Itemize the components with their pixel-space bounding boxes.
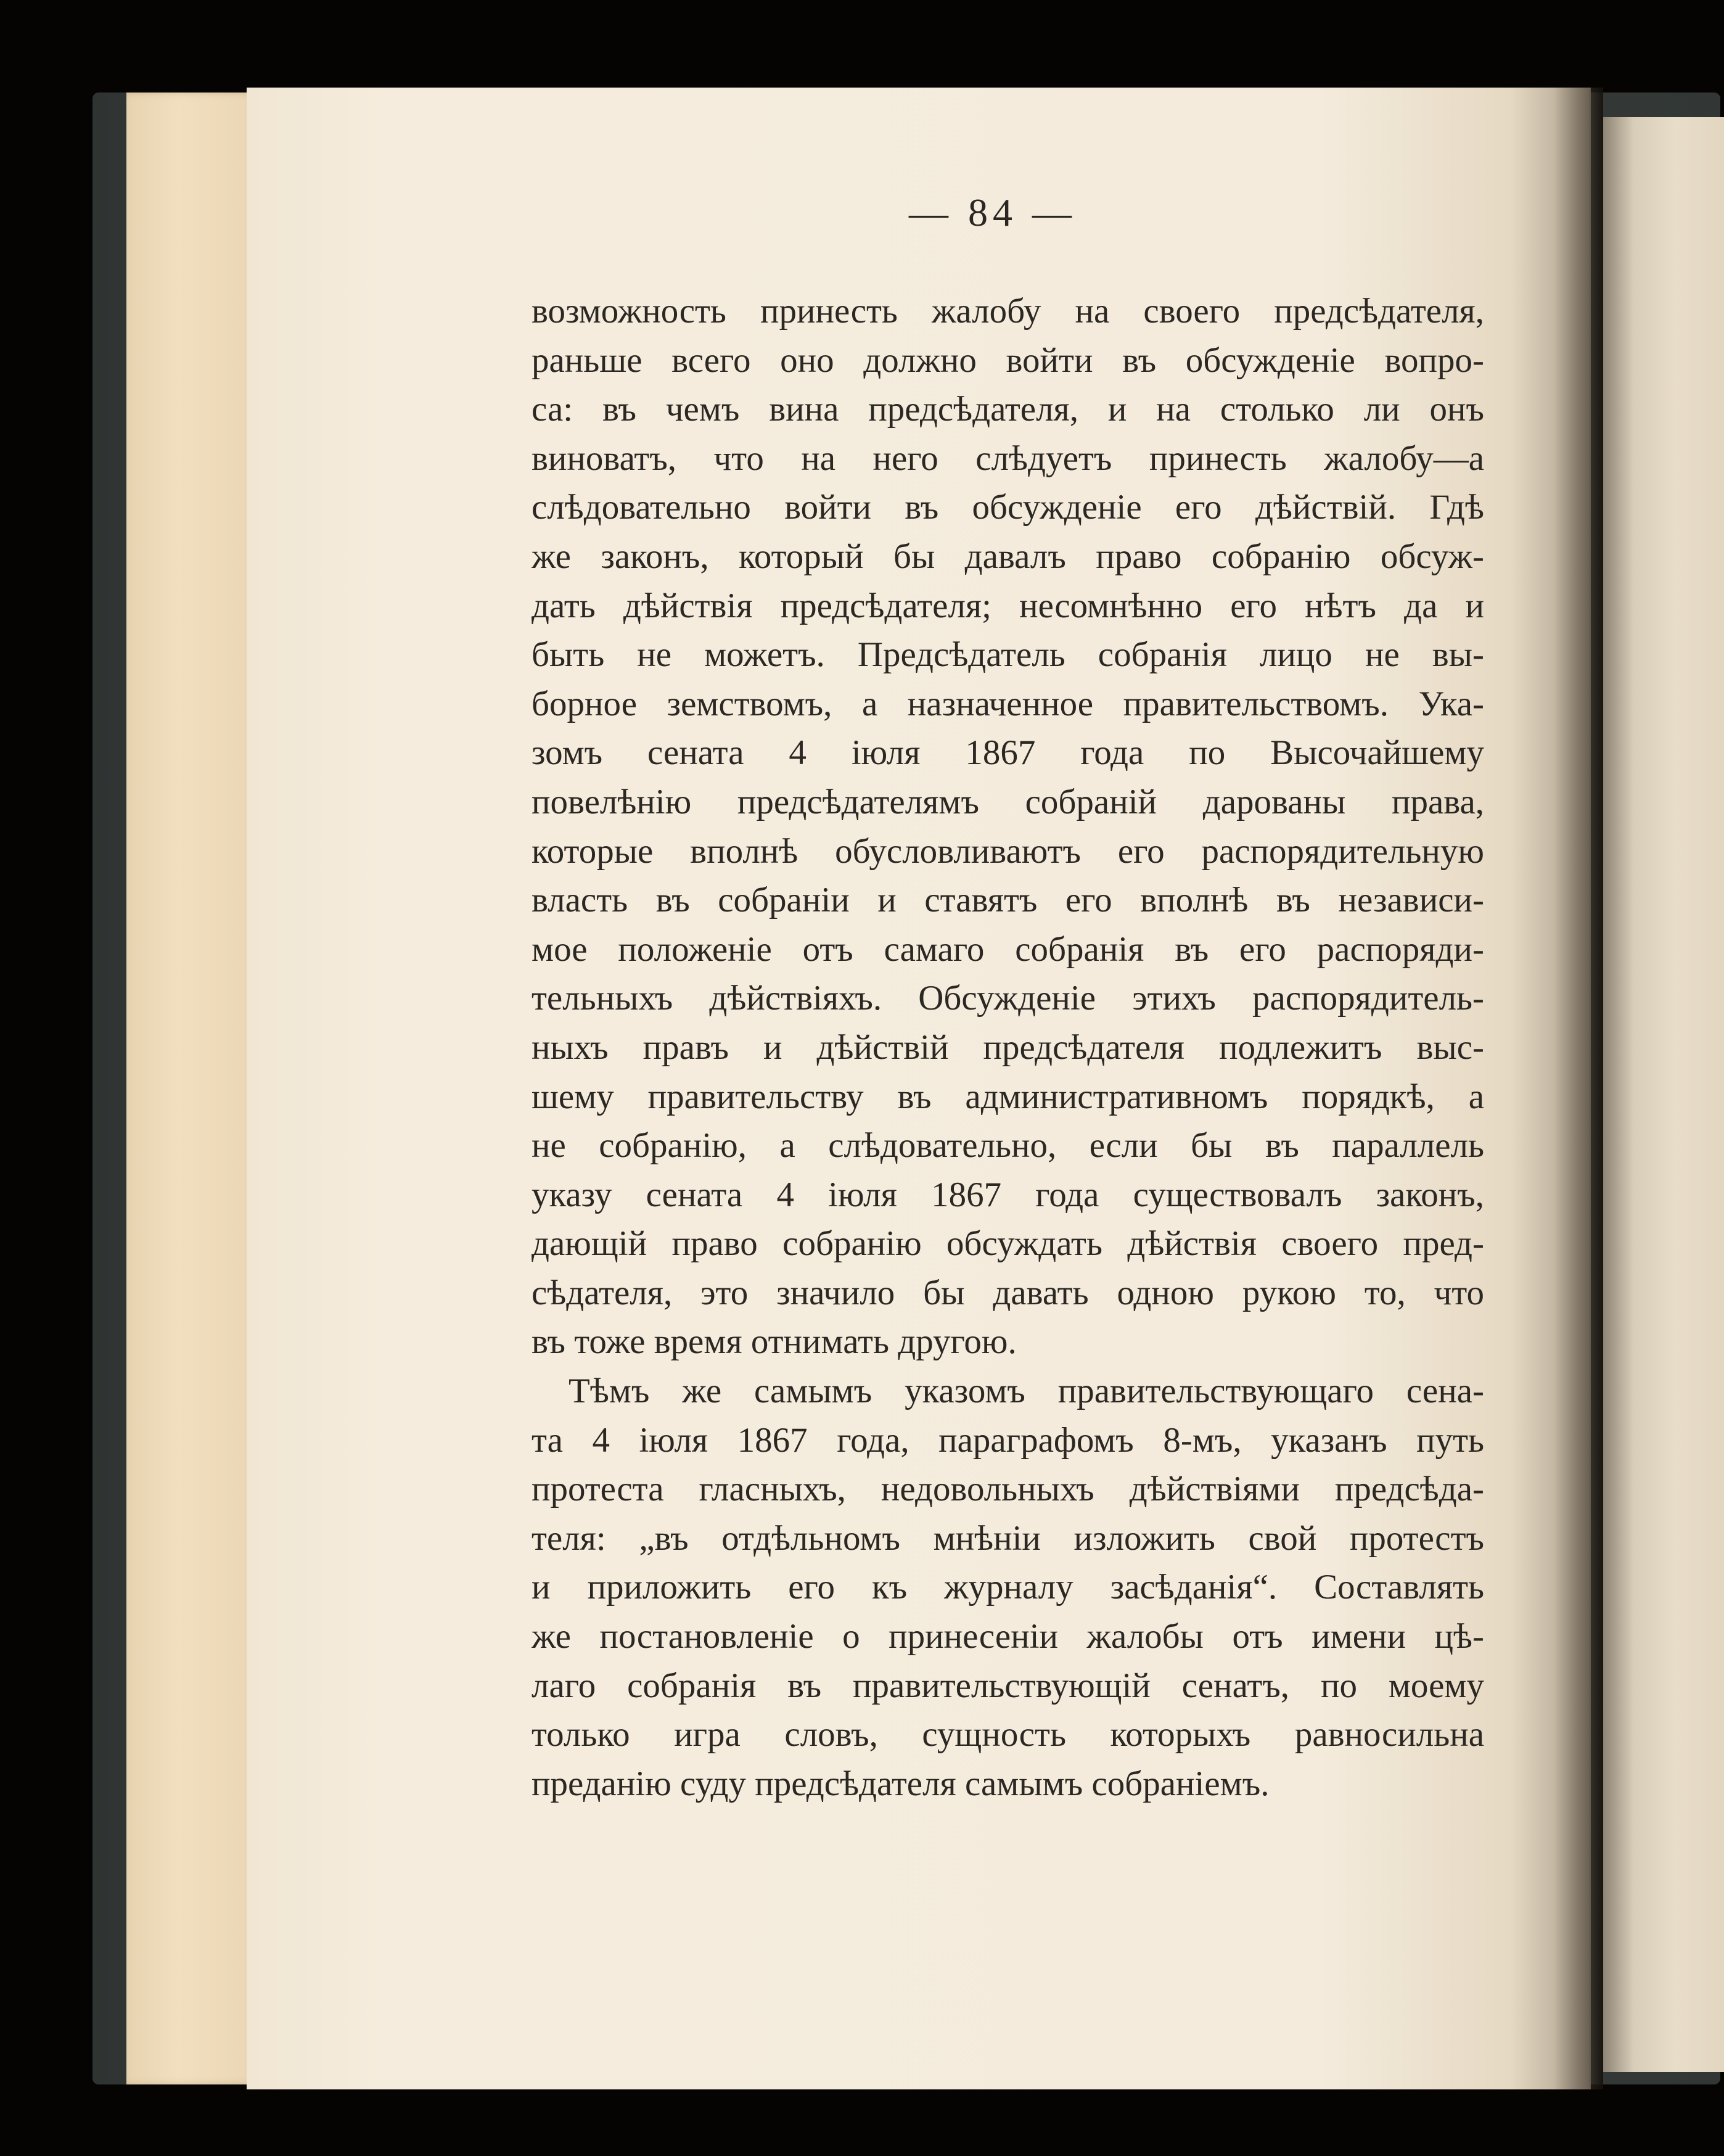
text-line: въ тоже время отнимать другою.	[532, 1322, 1017, 1362]
text-line: са: въ чемъ вина предсѣдателя, и на столько ли онъ	[532, 390, 1484, 429]
text-line: только игра словъ, сущность которыхъ равносильна	[532, 1715, 1484, 1755]
text-line: и приложить его къ журналу засѣданія“. Составлять	[532, 1568, 1484, 1607]
facing-page-edge	[1603, 117, 1724, 2072]
text-line: ныхъ правъ и дѣйствій предсѣдателя подлежитъ выс-	[532, 1027, 1484, 1067]
text-line: возможность принесть жалобу на своего предсѣдателя,	[532, 292, 1484, 331]
text-line: дать дѣйствія предсѣдателя; несомнѣнно его нѣтъ да и	[532, 586, 1484, 625]
text-line: же законъ, который бы давалъ право собранію обсуж-	[532, 537, 1484, 576]
text-line: борное земствомъ, а назначенное правительствомъ. Ука-	[532, 684, 1484, 723]
page-edges	[126, 93, 256, 2084]
text-line: повелѣнію предсѣдателямъ собраній дарованы права,	[532, 782, 1484, 821]
text-line: власть въ собраніи и ставятъ его вполнѣ въ независи-	[532, 881, 1484, 920]
text-line: протеста гласныхъ, недовольныхъ дѣйствіями предсѣда-	[532, 1470, 1484, 1509]
text-line: же постановленіе о принесеніи жалобы отъ имени цѣ-	[532, 1617, 1484, 1656]
text-line: сѣдателя, это значило бы давать одною рукою то, что	[532, 1273, 1484, 1312]
text-line: зомъ сената 4 іюля 1867 года по Высочайшему	[532, 733, 1484, 773]
text-line: мое положеніе отъ самаго собранія въ его распоряди-	[532, 929, 1484, 969]
paragraph-1	[532, 287, 1484, 1367]
page-gutter-shadow	[1554, 88, 1603, 2089]
text-line: виноватъ, что на него слѣдуетъ принесть жалобу—а	[532, 438, 1484, 478]
text-line: теля: „въ отдѣльномъ мнѣніи изложить свой протестъ	[532, 1518, 1484, 1558]
paragraph-2	[532, 1367, 1484, 1808]
text-line: преданію суду предсѣдателя самымъ собраніемъ.	[532, 1764, 1270, 1803]
text-line: не собранію, а слѣдовательно, если бы въ параллель	[532, 1126, 1484, 1166]
text-line: слѣдовательно войти въ обсужденіе его дѣйствій. Гдѣ	[532, 488, 1484, 527]
text-line: указу сената 4 іюля 1867 года существовалъ законъ,	[532, 1175, 1484, 1214]
text-line: лаго собранія въ правительствующій сенатъ, по моему	[532, 1666, 1484, 1705]
text-line: дающій право собранію обсуждать дѣйствія своего пред-	[532, 1224, 1484, 1264]
page-body-text	[532, 287, 1484, 1808]
text-line: раньше всего оно должно войти въ обсужденіе вопро-	[532, 340, 1484, 380]
text-line: которые вполнѣ обусловливаютъ его распорядительную	[532, 831, 1484, 871]
page-number: — 84 —	[909, 191, 1077, 234]
text-line: тельныхъ дѣйствіяхъ. Обсужденіе этихъ распорядитель-	[532, 979, 1484, 1018]
text-line: быть не можетъ. Предсѣдатель собранія лицо не вы-	[532, 635, 1484, 675]
text-line: Тѣмъ же самымъ указомъ правительствующаго сена-	[569, 1372, 1484, 1411]
text-line: та 4 іюля 1867 года, параграфомъ 8-мъ, указанъ путь	[532, 1420, 1484, 1460]
text-line: шему правительству въ административномъ порядкѣ, а	[532, 1077, 1484, 1116]
